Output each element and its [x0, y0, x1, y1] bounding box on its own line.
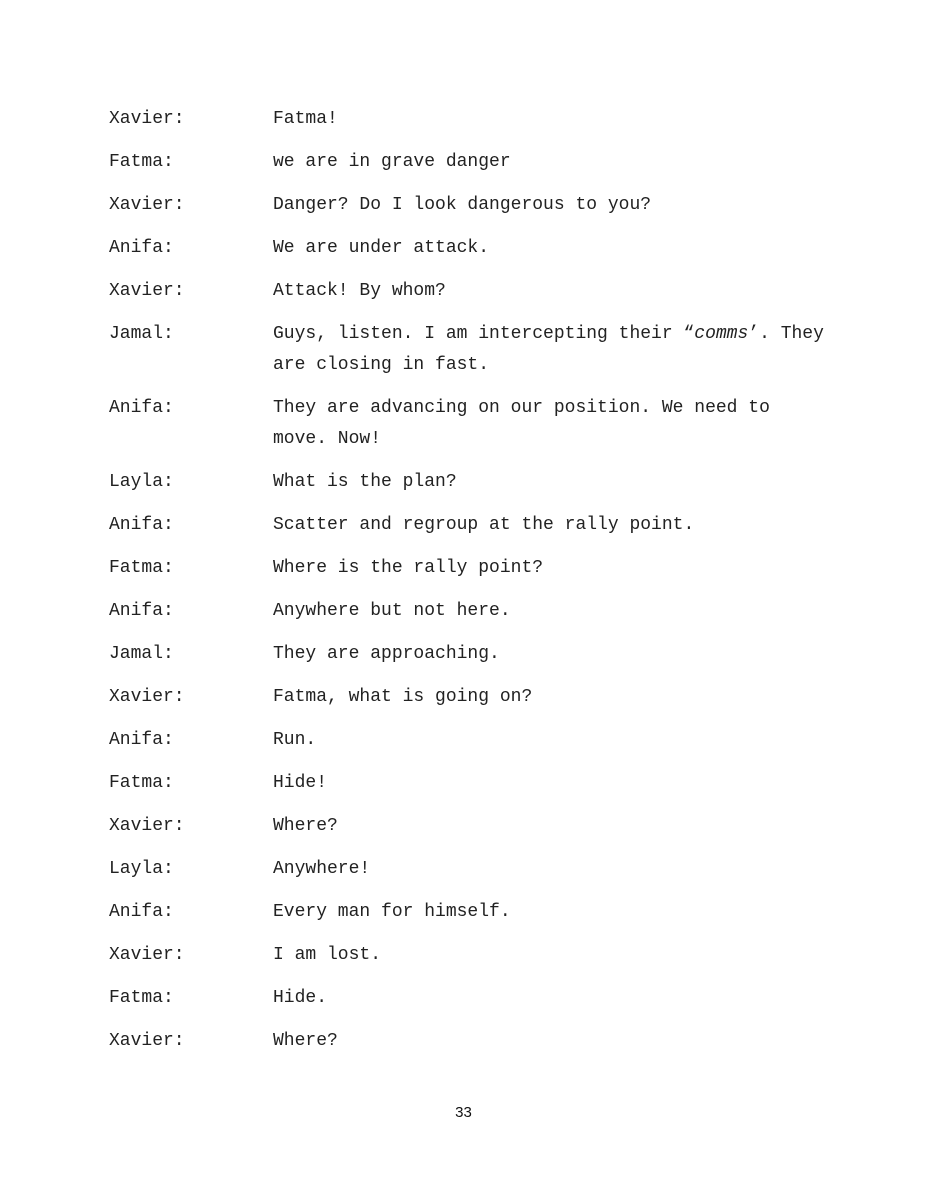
dialogue-line: [109, 393, 829, 455]
dialogue-text: Hide.: [273, 988, 328, 1008]
dialogue-text: Anywhere!: [273, 859, 371, 879]
dialogue-line: [109, 233, 829, 264]
dialogue-line: [109, 682, 829, 713]
dialogue-text: Run.: [273, 730, 317, 750]
dialogue-text: Hide!: [273, 773, 328, 793]
speaker-name: Layla:: [109, 472, 174, 492]
speaker-name: Jamal:: [109, 324, 174, 344]
dialogue-text: What is the plan?: [273, 472, 457, 492]
speaker-name: Xavier:: [109, 109, 185, 129]
dialogue-text: we are in grave danger: [273, 152, 511, 172]
dialogue-text: Anywhere but not here.: [273, 601, 511, 621]
dialogue-line: [109, 190, 829, 221]
dialogue-text-start: Guys, listen. I am intercepting their “: [273, 324, 695, 344]
dialogue-text: I am lost.: [273, 945, 382, 965]
dialogue-line: [109, 467, 829, 498]
dialogue-line: [109, 940, 829, 971]
speaker-name: Xavier:: [109, 195, 185, 215]
page-number: 33: [455, 1104, 472, 1121]
dialogue-line: [109, 854, 829, 885]
dialogue-text: [273, 319, 829, 381]
dialogue-text: Fatma!: [273, 109, 338, 129]
dialogue-line: [109, 811, 829, 842]
dialogue-line: [109, 768, 829, 799]
dialogue-text: Scatter and regroup at the rally point.: [273, 515, 695, 535]
dialogue-line: [109, 596, 829, 627]
speaker-name: Anifa:: [109, 238, 174, 258]
speaker-name: Xavier:: [109, 945, 185, 965]
speaker-name: Jamal:: [109, 644, 174, 664]
dialogue-text: Every man for himself.: [273, 902, 511, 922]
speaker-name: Fatma:: [109, 773, 174, 793]
speaker-name: Layla:: [109, 859, 174, 879]
dialogue-text: They are approaching.: [273, 644, 500, 664]
dialogue-line: [109, 104, 829, 135]
dialogue-line: [109, 276, 829, 307]
dialogue-line: [109, 639, 829, 670]
dialogue-line: [109, 897, 829, 928]
speaker-name: Anifa:: [109, 902, 174, 922]
dialogue-text: Attack! By whom?: [273, 281, 446, 301]
speaker-name: Anifa:: [109, 398, 174, 418]
dialogue-line: [109, 510, 829, 541]
speaker-name: Xavier:: [109, 687, 185, 707]
dialogue-text-end: ’. They are closing in fast.: [273, 324, 824, 375]
dialogue-line: [109, 553, 829, 584]
dialogue-line: [109, 725, 829, 756]
dialogue-line: [109, 147, 829, 178]
script-dialogue: [109, 104, 829, 1069]
dialogue-line: [109, 319, 829, 381]
speaker-name: Anifa:: [109, 730, 174, 750]
speaker-name: Fatma:: [109, 558, 174, 578]
dialogue-text: They are advancing on our position. We need to move. Now!: [273, 398, 770, 449]
speaker-name: Fatma:: [109, 152, 174, 172]
speaker-name: Fatma:: [109, 988, 174, 1008]
speaker-name: Xavier:: [109, 281, 185, 301]
dialogue-text: Danger? Do I look dangerous to you?: [273, 195, 652, 215]
speaker-name: Anifa:: [109, 601, 174, 621]
dialogue-line: [109, 1026, 829, 1057]
speaker-name: Anifa:: [109, 515, 174, 535]
dialogue-text: Where?: [273, 1031, 338, 1051]
speaker-name: Xavier:: [109, 1031, 185, 1051]
dialogue-line: [109, 983, 829, 1014]
dialogue-text: Where is the rally point?: [273, 558, 544, 578]
dialogue-text: Where?: [273, 816, 338, 836]
dialogue-text: We are under attack.: [273, 238, 490, 258]
dialogue-text: Fatma, what is going on?: [273, 687, 533, 707]
dialogue-text-italic: comms: [694, 324, 749, 344]
speaker-name: Xavier:: [109, 816, 185, 836]
